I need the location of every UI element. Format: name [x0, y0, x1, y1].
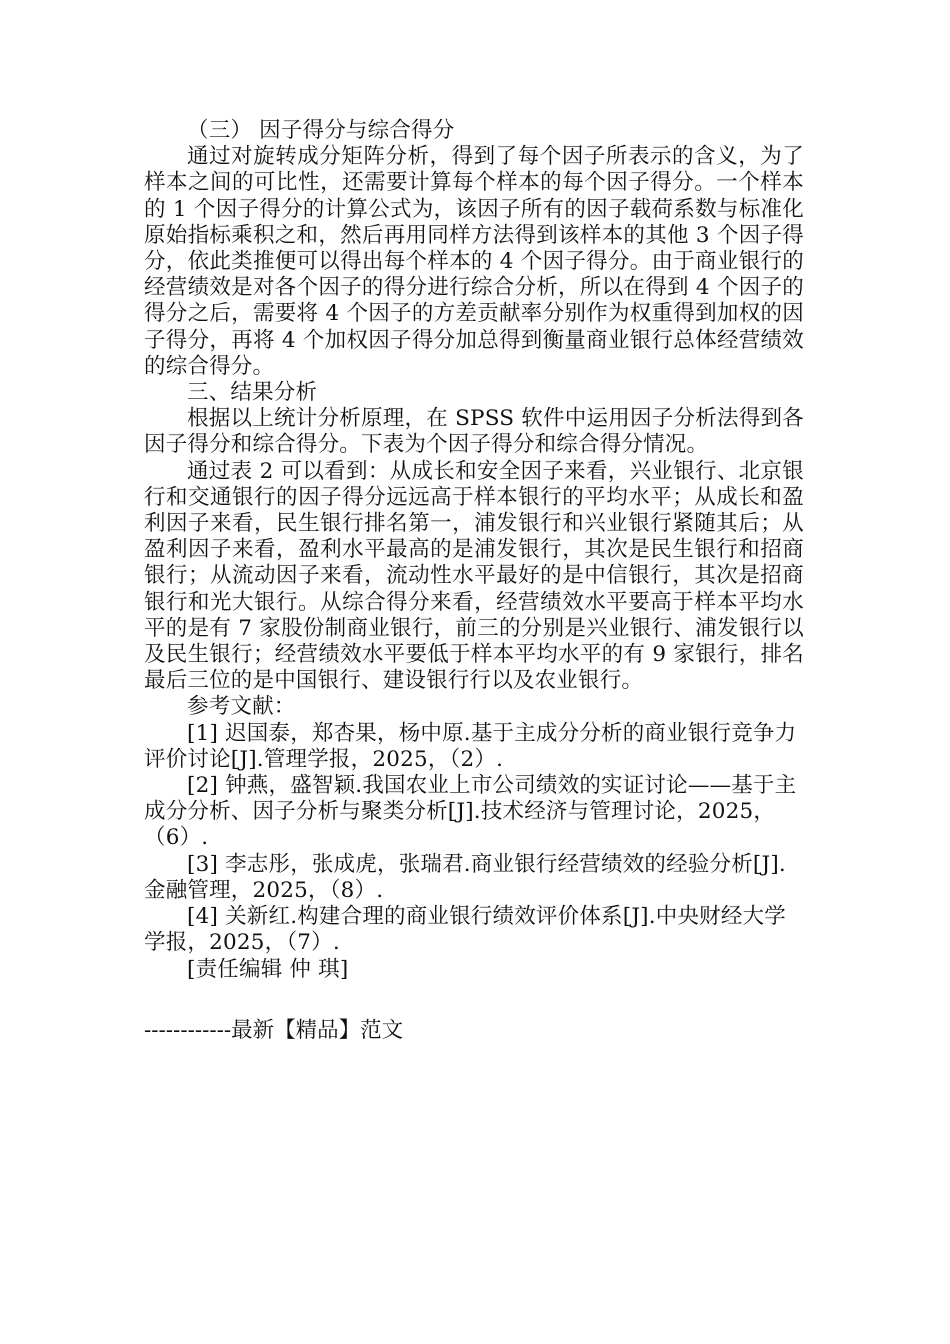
paragraph-spss-analysis: 根据以上统计分析原理，在 SPSS 软件中运用因子分析法得到各因子得分和综合得分。下表为个因子得分和综合得分情况。: [144, 406, 804, 458]
reference-item-3: [3] 李志彤，张成虎，张瑞君.商业银行经营绩效的经验分析[J].金融管理，2025，（8）.: [144, 851, 786, 903]
reference-item-4: [4] 关新红.构建合理的商业银行绩效评价体系[J].中央财经大学学报，2025，（7）.: [144, 904, 786, 956]
references-heading: 参考文献：: [187, 694, 296, 720]
paragraph-table2-findings: 通过表 2 可以看到：从成长和安全因子来看，兴业银行、北京银行和交通银行的因子得分远远高于样本银行的平均水平；从成长和盈利因子来看，民生银行排名第一，浦发银行和兴业银行紧随其后；从盈利因子来看，盈利水平最高的是浦发银行，其次是民生银行和招商银行；从流动因子来看，流动性水平最好的是中信银行，其次是招商银行和光大银行。从综合得分来看，经营绩效水平要高于样本平均水平的是有 7 家股份制商业银行，前三的分别是兴业银行、浦发银行以及民生银行；经营绩效水平要低于样本平均水平的有 9 家银行，排名最后三位的是中国银行、建设银行行以及农业银行。: [144, 458, 804, 694]
page-footer: ------------最新【精品】范文: [144, 1018, 404, 1043]
paragraph-factor-score-method: 通过对旋转成分矩阵分析，得到了每个因子所表示的含义，为了样本之间的可比性，还需要计算每个样本的每个因子得分。一个样本的 1 个因子得分的计算公式为，该因子所有的因子载荷系数与标准化原始指标乘积之和，然后再用同样方法得到该样本的其他 3 个因子得分，依此类推便可以得出每个样本的 4 个因子得分。由于商业银行的经营绩效是对各个因子的得分进行综合分析，所以在得到 4 个因子的得分之后，需要将 4 个因子的方差贡献率分别作为权重得到加权的因子得分，再将 4 个加权因子得分加总得到衡量商业银行总体经营绩效的综合得分。: [144, 144, 804, 379]
article-body: [144, 118, 804, 983]
section-heading-factor-scores: （三） 因子得分与综合得分: [187, 118, 455, 143]
responsible-editor: [责任编辑 仲 琪]: [187, 956, 349, 982]
reference-item-2: [2] 钟燕，盛智颖.我国农业上市公司绩效的实证讨论——基于主成分分析、因子分析与聚类分析[J].技术经济与管理讨论，2025，（6）.: [144, 773, 797, 851]
reference-item-1: [1] 迟国泰，郑杏果，杨中原.基于主成分分析的商业银行竞争力评价讨论[J].管理学报，2025，（2）.: [144, 720, 797, 772]
section-heading-results: 三、结果分析: [187, 380, 318, 406]
